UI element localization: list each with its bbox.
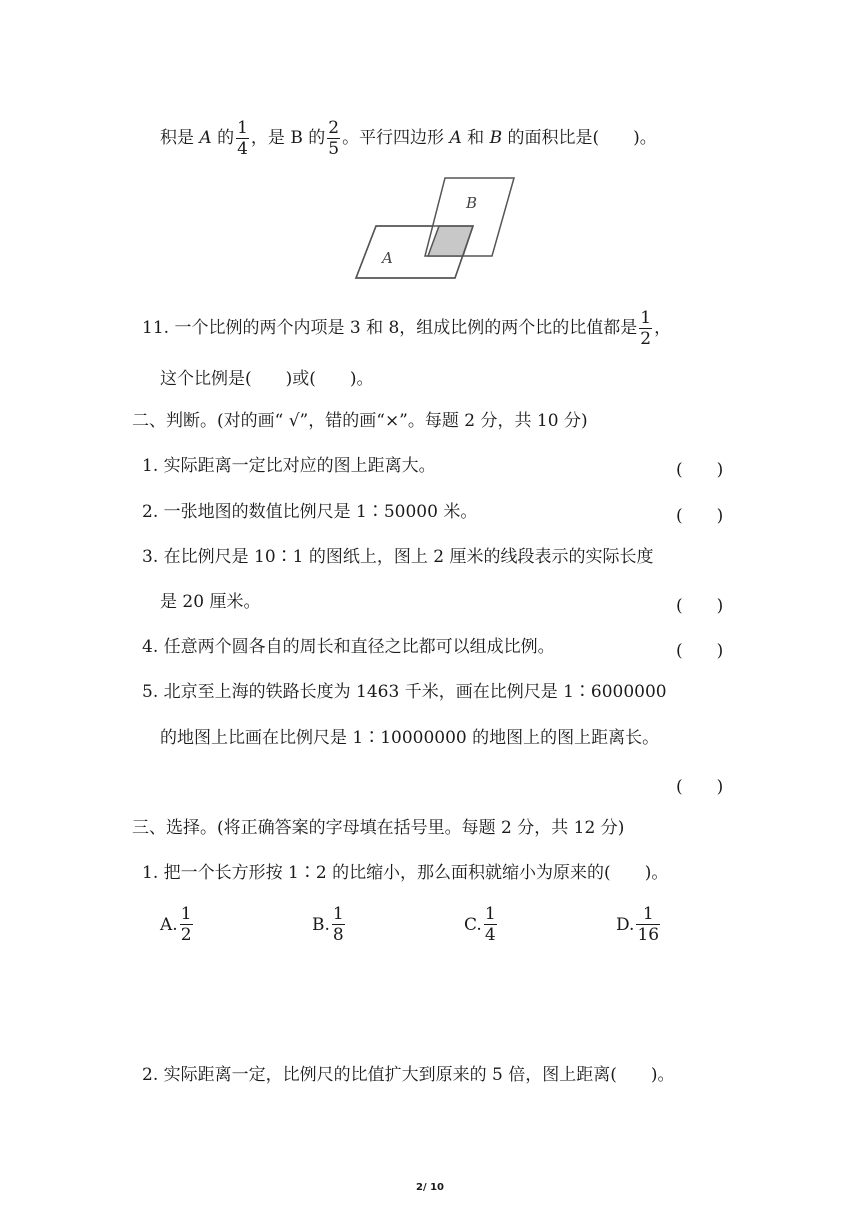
judge-answer-2[interactable]: ( ) [676, 506, 724, 526]
q11-line-1 [142, 308, 671, 349]
page-number: 2/ 10 [415, 1182, 444, 1193]
q10-text-3: ，是 B 的 [250, 128, 326, 148]
q10-line [160, 118, 657, 159]
q10-frac1-den: 4 [237, 139, 248, 159]
judge-answer-1[interactable]: ( ) [676, 460, 724, 480]
judge-answer-4[interactable]: ( ) [676, 641, 724, 661]
judge-answer-3[interactable]: ( ) [676, 596, 724, 616]
q10-text-2: 的 [217, 128, 235, 148]
judge-item-3: 3. 在比例尺是 10∶1 的图纸上，图上 2 厘米的线段表示的实际长度 [142, 547, 654, 567]
label-a: A [382, 249, 393, 267]
q11-fraction [639, 308, 652, 349]
option-b-den: 8 [332, 925, 344, 945]
q10-frac1-num: 1 [237, 118, 248, 138]
option-b[interactable] [312, 904, 347, 945]
choice-q1: 1. 把一个长方形按 1∶2 的比缩小，那么面积就缩小为原来的( )。 [142, 863, 669, 883]
option-c[interactable] [464, 904, 499, 945]
parallelogram-figure [348, 172, 523, 284]
option-c-den: 4 [484, 925, 496, 945]
judge-item-1: 1. 实际距离一定比对应的图上距离大。 [142, 456, 436, 476]
q10-frac2-den: 5 [328, 139, 340, 159]
option-c-num: 1 [484, 904, 496, 924]
option-a-label: A. [160, 914, 178, 935]
q10-var-b: B [489, 128, 503, 148]
q10-text-5: 和 [467, 128, 485, 148]
q10-text-6: 的面积比是( )。 [507, 128, 657, 148]
q10-var-a: A [199, 128, 212, 148]
option-b-num: 1 [332, 904, 344, 924]
option-c-fraction [484, 904, 497, 945]
judge-item-5-cont: 的地图上比画在比例尺是 1∶10000000 的地图上的图上距离长。 [160, 728, 660, 748]
judge-item-2: 2. 一张地图的数值比例尺是 1∶50000 米。 [142, 502, 478, 522]
option-c-label: C. [464, 914, 482, 935]
q11-frac-den: 2 [640, 329, 652, 349]
option-a-fraction [180, 904, 193, 945]
option-d-fraction [636, 904, 660, 945]
q10-fraction-1 [236, 118, 249, 159]
q11-comma: ， [654, 318, 672, 338]
option-d-num: 1 [642, 904, 654, 924]
option-b-label: B. [312, 914, 330, 935]
q10-frac2-num: 2 [328, 118, 340, 138]
option-d-label: D. [616, 914, 635, 935]
option-a[interactable] [160, 904, 195, 945]
q11-line-2: 这个比例是( )或( )。 [160, 369, 374, 389]
judge-item-3-cont: 是 20 厘米。 [160, 592, 261, 612]
q10-text-1: 积是 [160, 128, 194, 148]
section2-heading: 二、判断。(对的画“ √”，错的画“×”。每题 2 分，共 10 分) [132, 411, 588, 431]
q10-text-4: 。平行四边形 [342, 128, 445, 148]
option-d[interactable] [616, 904, 662, 945]
judge-item-4: 4. 任意两个圆各自的周长和直径之比都可以组成比例。 [142, 637, 555, 657]
q11-frac-num: 1 [640, 308, 652, 328]
choice-q2: 2. 实际距离一定，比例尺的比值扩大到原来的 5 倍，图上距离( )。 [142, 1065, 675, 1085]
option-d-den: 16 [637, 925, 660, 945]
option-b-fraction [332, 904, 345, 945]
q11-text: 11. 一个比例的两个内项是 3 和 8，组成比例的两个比的比值都是 [142, 318, 638, 338]
judge-item-5: 5. 北京至上海的铁路长度为 1463 千米，画在比例尺是 1∶6000000 [142, 682, 667, 702]
q10-var-a2: A [449, 128, 462, 148]
q10-fraction-2 [327, 118, 340, 159]
option-a-num: 1 [180, 904, 192, 924]
label-b: B [466, 194, 478, 212]
option-a-den: 2 [180, 925, 192, 945]
judge-answer-5[interactable]: ( ) [676, 777, 724, 797]
section3-heading: 三、选择。(将正确答案的字母填在括号里。每题 2 分，共 12 分) [132, 818, 625, 838]
